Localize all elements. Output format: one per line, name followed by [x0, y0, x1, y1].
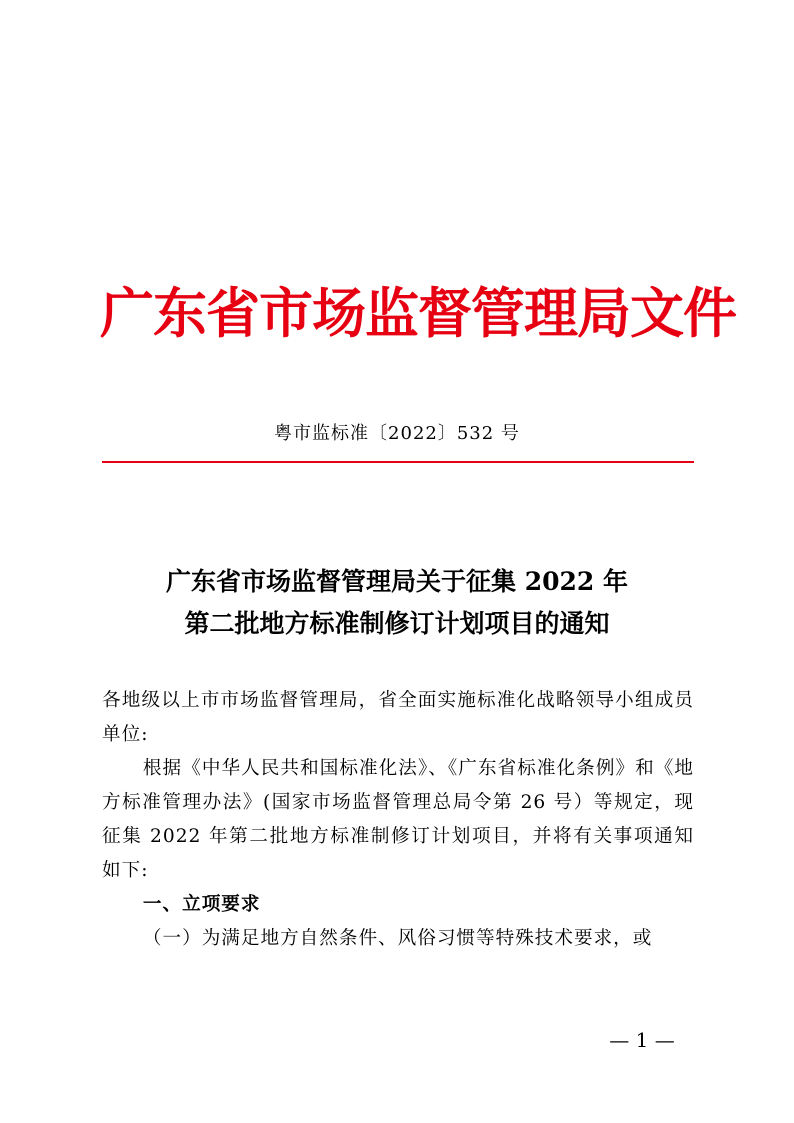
notice-title [100, 561, 694, 645]
masthead-title: 广东省市场监督管理局文件 [100, 281, 736, 345]
document-body [102, 684, 694, 956]
document-number: 粤市监标准〔2022〕532 号 [274, 423, 520, 444]
notice-title-line-2: 第二批地方标准制修订计划项目的通知 [184, 609, 610, 638]
red-divider-line [102, 461, 694, 463]
list-item-1: （一）为满足地方自然条件、风俗习惯等特殊技术要求，或 [142, 928, 653, 949]
page-number: — 1 — [609, 1028, 675, 1052]
notice-title-line-1: 广东省市场监督管理局关于征集 2022 年 [166, 567, 628, 596]
salutation: 各地级以上市市场监督管理局，省全面实施标准化战略领导小组成员单位: [102, 690, 694, 745]
intro-paragraph: 根据《中华人民共和国标准化法》、《广东省标准化条例》和《地方标准管理办法》(国家市场监督管理总局令第 26 号）等规定，现征集 2022 年第二批地方标准制修订计划项目，并将有关事项通知如下: [102, 758, 694, 881]
section-heading: 一、立项要求 [142, 894, 261, 915]
